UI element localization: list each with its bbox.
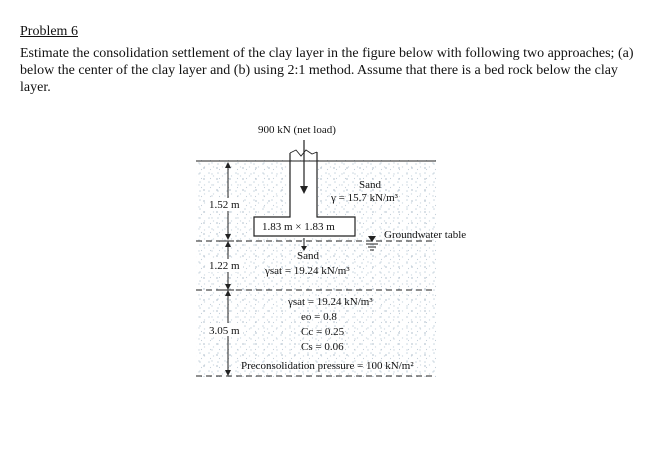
depth-label-upper: 1.52 m: [209, 199, 240, 211]
groundwater-label: Groundwater table: [384, 229, 467, 241]
depth-label-middle: 1.22 m: [209, 260, 240, 272]
load-label: 900 kN (net load): [258, 124, 336, 136]
clay-swell-index: Cs = 0.06: [301, 341, 344, 353]
problem-statement: Estimate the consolidation settlement of the clay layer in the figure below with following two approaches; (a) below the center of the clay layer and (b) using 2:1 method. Assume that there is a bed rock below the clay layer.: [20, 46, 634, 95]
clay-unit-weight: γsat = 19.24 kN/m³: [288, 296, 373, 308]
clay-preconsolidation-pressure: Preconsolidation pressure = 100 kN/m²: [241, 360, 414, 372]
depth-label-clay: 3.05 m: [209, 325, 240, 337]
lower-sand-unit-weight: γsat = 19.24 kN/m³: [265, 265, 350, 277]
clay-compression-index: Cc = 0.25: [301, 326, 345, 338]
upper-sand-name: Sand: [359, 179, 381, 191]
lower-sand-name: Sand: [297, 250, 319, 262]
upper-sand-unit-weight: γ = 15.7 kN/m³: [331, 192, 398, 204]
problem-heading: Problem 6: [20, 24, 78, 39]
footing-size-label: 1.83 m × 1.83 m: [262, 221, 335, 233]
clay-void-ratio: eo = 0.8: [301, 311, 337, 323]
